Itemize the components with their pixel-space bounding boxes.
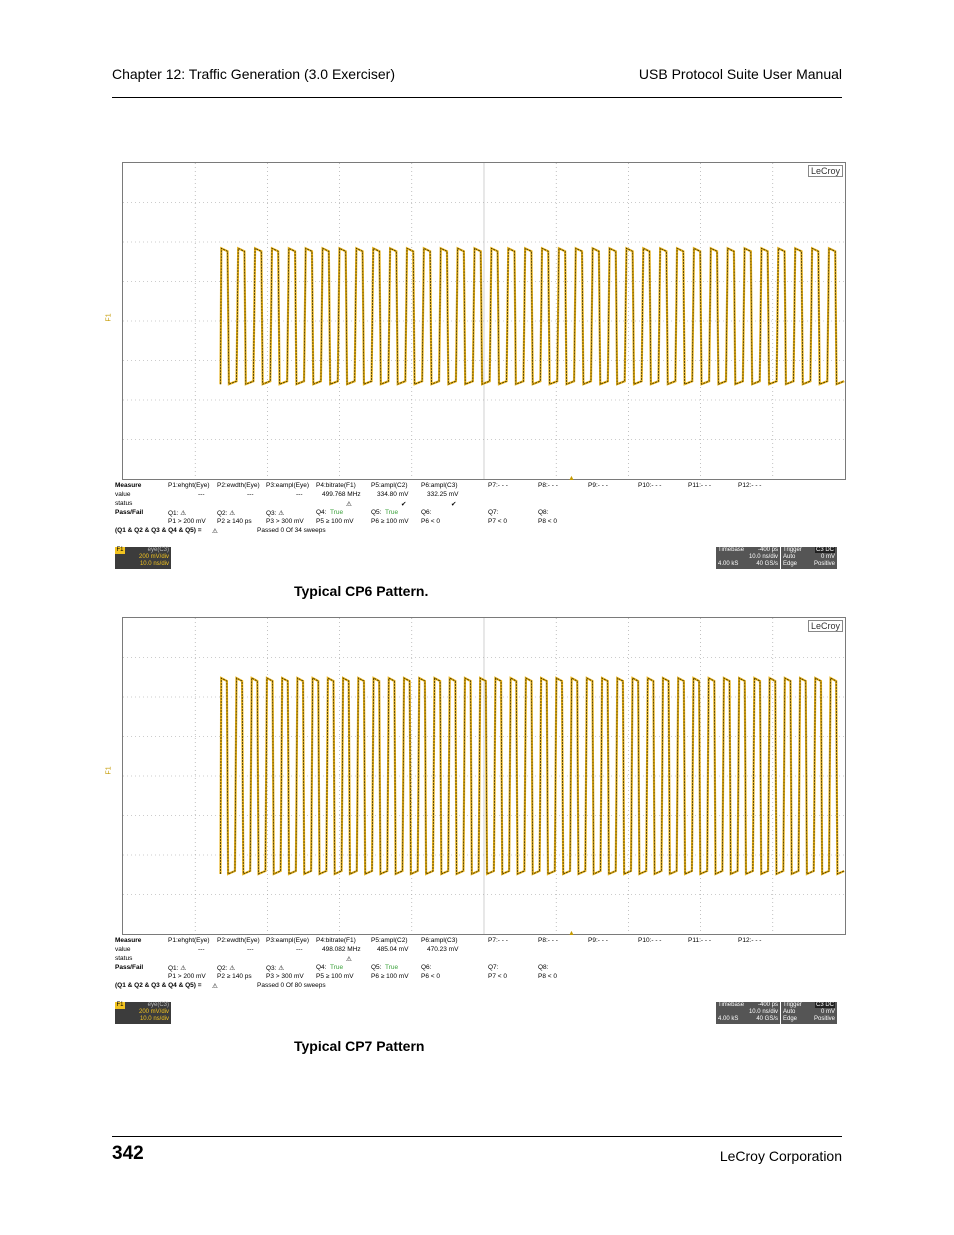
measure-table [115, 937, 842, 997]
query-label: Q4: [316, 964, 327, 971]
status-row-label: status [115, 955, 133, 962]
query-true: True [330, 964, 344, 971]
param-header: P10:- - - [638, 937, 662, 944]
param-status-icon: ✔ [401, 501, 407, 508]
query-label: Q4: [316, 509, 327, 516]
status-row-label: status [115, 500, 133, 507]
trigger-type: Edge [783, 561, 798, 567]
query-label: Q3: ⚠ [266, 965, 285, 972]
lecroy-logo: LeCroy [808, 620, 843, 632]
passed-sweeps: Passed 0 Of 34 sweeps [257, 527, 326, 534]
query-label: Q1: ⚠ [168, 510, 187, 517]
query-condition: P7 < 0 [488, 518, 507, 525]
param-header: P11:- - - [688, 937, 711, 944]
query-label: Q8: [538, 509, 549, 516]
param-header: P7:- - - [488, 482, 508, 489]
query-condition: P2 ≥ 140 ps [217, 973, 252, 980]
trigger-level: 0 mV [820, 1009, 835, 1015]
param-header: P6:ampl(C3) [421, 482, 458, 489]
timebase-samples: 4.00 kS [718, 561, 739, 567]
footer-company: LeCroy Corporation [719, 1148, 842, 1164]
f1-source: eye(C3) [147, 547, 169, 553]
query-condition: P6 ≥ 100 mV [371, 973, 409, 980]
f1-tag: F1 [116, 1002, 124, 1008]
param-header: P10:- - - [638, 482, 662, 489]
measure-row-label: Measure [115, 482, 142, 489]
query-label: Q7: [488, 964, 499, 971]
param-value: --- [198, 491, 205, 498]
trigger-panel[interactable] [781, 1002, 837, 1024]
timebase-tdiv: 10.0 ns/div [748, 554, 778, 560]
query-label: Q5: [371, 964, 382, 971]
param-value: 498.082 MHz [322, 946, 361, 953]
page-number: 342 [112, 1143, 144, 1164]
figure-caption-cp6: Typical CP6 Pattern. [294, 583, 429, 599]
timebase-label: Timebase [718, 1002, 745, 1008]
query-condition: P6 < 0 [421, 973, 440, 980]
query-condition: P3 > 300 mV [266, 973, 304, 980]
param-header: P9:- - - [588, 937, 608, 944]
query-label: Q1: ⚠ [168, 965, 187, 972]
waveform-trace [220, 678, 844, 874]
value-row-label: value [115, 946, 131, 953]
passfail-row-label: Pass/Fail [115, 964, 144, 971]
query-label: Q3: ⚠ [266, 510, 285, 517]
trigger-position-marker: ▲ [568, 475, 575, 482]
trigger-mode: Auto [783, 554, 796, 560]
param-header: P3:eampl(Eye) [266, 482, 309, 489]
param-header: P1:ehght(Eye) [168, 937, 210, 944]
scope-screenshot-cp7 [105, 617, 842, 1023]
trigger-source-badge: C3 DC [815, 547, 834, 553]
param-header: P6:ampl(C3) [421, 937, 458, 944]
timebase-rate: 40 GS/s [756, 561, 778, 567]
param-header: P3:eampl(Eye) [266, 937, 309, 944]
pass-summary-label: (Q1 & Q2 & Q3 & Q4 & Q5) = [115, 982, 202, 989]
waveform-display [122, 617, 846, 935]
query-label: Q2: ⚠ [217, 965, 236, 972]
param-header: P5:ampl(C2) [371, 482, 408, 489]
param-header: P12:- - - [738, 937, 762, 944]
timebase-delay: -400 ps [757, 1002, 778, 1008]
channel-marker: F1 [105, 313, 113, 322]
trigger-slope: Positive [813, 561, 835, 567]
f1-vdiv: 200 mV/div [138, 1009, 169, 1015]
param-status-icon: ✔ [451, 501, 457, 508]
trigger-type: Edge [783, 1016, 798, 1022]
param-header: P11:- - - [688, 482, 711, 489]
scope-screenshot-cp6 [105, 162, 842, 568]
param-header: P4:bitrate(F1) [316, 937, 356, 944]
param-value: --- [198, 946, 205, 953]
trigger-label: Trigger [783, 547, 802, 553]
query-condition: P5 ≥ 100 mV [316, 518, 354, 525]
footer-rule [112, 1136, 842, 1137]
header-rule [112, 97, 842, 98]
param-status-icon: ⚠ [346, 956, 352, 963]
query-label: Q7: [488, 509, 499, 516]
param-header: P8:- - - [538, 937, 558, 944]
param-value: 332.25 mV [427, 491, 459, 498]
timebase-rate: 40 GS/s [756, 1016, 778, 1022]
passed-sweeps: Passed 0 Of 80 sweeps [257, 982, 326, 989]
param-status-icon: ⚠ [346, 501, 352, 508]
measure-row-label: Measure [115, 937, 142, 944]
timebase-tdiv: 10.0 ns/div [748, 1009, 778, 1015]
running-header-manual-title: USB Protocol Suite User Manual [638, 66, 842, 82]
trigger-label: Trigger [783, 1002, 802, 1008]
param-value: --- [296, 491, 303, 498]
query-label: Q2: ⚠ [217, 510, 236, 517]
param-value: 499.768 MHz [322, 491, 361, 498]
param-header: P2:ewdth(Eye) [217, 937, 260, 944]
query-true: True [385, 509, 399, 516]
query-condition: P1 > 200 mV [168, 518, 206, 525]
query-condition: P6 < 0 [421, 518, 440, 525]
param-header: P5:ampl(C2) [371, 937, 408, 944]
pass-summary-icon: ⚠ [212, 528, 218, 535]
param-value: 485.04 mV [377, 946, 409, 953]
query-label: Q5: [371, 509, 382, 516]
pass-summary-label: (Q1 & Q2 & Q3 & Q4 & Q5) = [115, 527, 202, 534]
f1-tdiv: 10.0 ns/div [139, 561, 169, 567]
query-label: Q6: [421, 509, 432, 516]
trigger-slope: Positive [813, 1016, 835, 1022]
timebase-samples: 4.00 kS [718, 1016, 739, 1022]
query-label: Q8: [538, 964, 549, 971]
param-header: P8:- - - [538, 482, 558, 489]
param-header: P2:ewdth(Eye) [217, 482, 260, 489]
query-label: Q6: [421, 964, 432, 971]
waveform-display [122, 162, 846, 480]
trigger-source-badge: C3 DC [815, 1002, 834, 1008]
timebase-panel[interactable] [716, 1002, 780, 1024]
param-header: P7:- - - [488, 937, 508, 944]
param-header: P9:- - - [588, 482, 608, 489]
measure-table [115, 482, 842, 542]
query-true: True [330, 509, 344, 516]
param-header: P12:- - - [738, 482, 762, 489]
param-header: P1:ehght(Eye) [168, 482, 210, 489]
query-condition: P5 ≥ 100 mV [316, 973, 354, 980]
param-value: --- [247, 491, 254, 498]
f1-tag: F1 [116, 547, 124, 553]
waveform-grid-and-trace [123, 163, 845, 479]
lecroy-logo: LeCroy [808, 165, 843, 177]
param-value: --- [247, 946, 254, 953]
trigger-position-marker: ▲ [568, 930, 575, 937]
trigger-mode: Auto [783, 1009, 796, 1015]
query-condition: P6 ≥ 100 mV [371, 518, 409, 525]
query-true: True [385, 964, 399, 971]
timebase-label: Timebase [718, 547, 745, 553]
query-condition: P7 < 0 [488, 973, 507, 980]
f1-descriptor-panel[interactable] [115, 547, 171, 569]
timebase-delay: -400 ps [757, 547, 778, 553]
figure-caption-cp7: Typical CP7 Pattern [294, 1038, 425, 1054]
passfail-row-label: Pass/Fail [115, 509, 144, 516]
trigger-panel[interactable] [781, 547, 837, 569]
query-condition: P8 < 0 [538, 518, 557, 525]
f1-source: eye(C3) [147, 1002, 169, 1008]
f1-tdiv: 10.0 ns/div [139, 1016, 169, 1022]
param-value: --- [296, 946, 303, 953]
f1-descriptor-panel[interactable] [115, 1002, 171, 1024]
query-condition: P3 > 300 mV [266, 518, 304, 525]
query-condition: P2 ≥ 140 ps [217, 518, 252, 525]
value-row-label: value [115, 491, 131, 498]
query-condition: P1 > 200 mV [168, 973, 206, 980]
f1-vdiv: 200 mV/div [138, 554, 169, 560]
trigger-level: 0 mV [820, 554, 835, 560]
param-value: 334.80 mV [377, 491, 409, 498]
channel-marker: F1 [105, 766, 113, 775]
waveform-grid-and-trace [123, 618, 845, 934]
query-condition: P8 < 0 [538, 973, 557, 980]
timebase-panel[interactable] [716, 547, 780, 569]
running-header-chapter: Chapter 12: Traffic Generation (3.0 Exerciser) [112, 66, 395, 82]
param-value: 470.23 mV [427, 946, 459, 953]
pass-summary-icon: ⚠ [212, 983, 218, 990]
param-header: P4:bitrate(F1) [316, 482, 356, 489]
